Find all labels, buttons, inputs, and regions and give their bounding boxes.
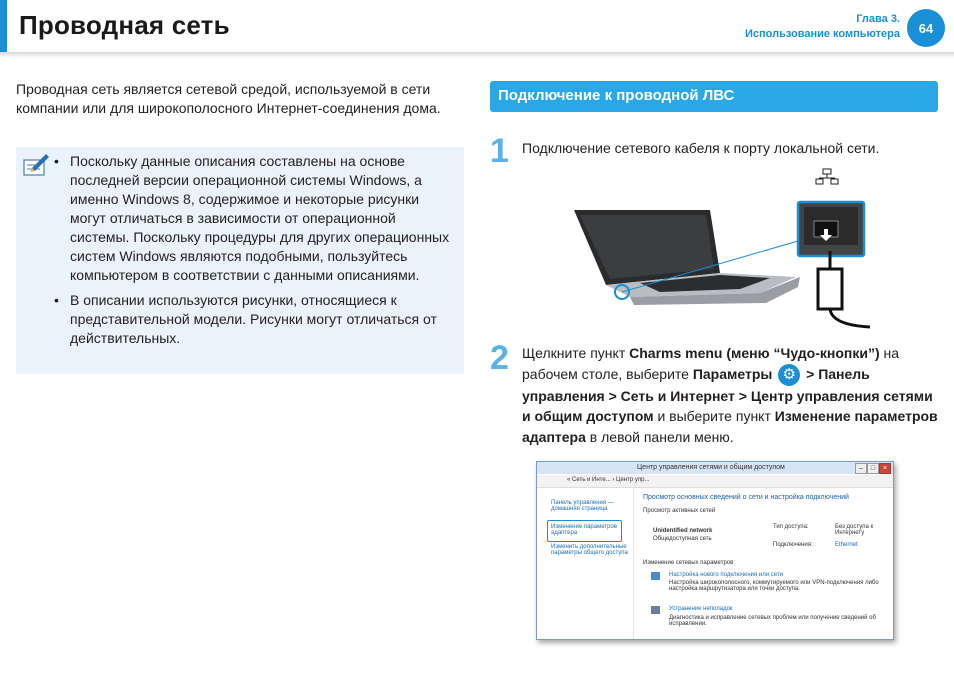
ethernet-link[interactable]: Ethernet — [835, 542, 858, 548]
section-title: Подключение к проводной ЛВС — [498, 87, 735, 104]
page-title: Проводная сеть — [19, 10, 230, 40]
settings-label: Параметры — [692, 365, 773, 382]
highlight-box — [547, 520, 622, 542]
connections-label: Подключения: — [773, 542, 813, 548]
troubleshoot-link[interactable]: Устранение неполадок — [669, 606, 733, 612]
step-1-text: Подключение сетевого кабеля к порту локальной сети. — [522, 140, 880, 156]
note-item-text: Поскольку данные описания составлены на основе последней версии операционной системы Windows, а именно Windows 8, содержимое и некоторые рисунки могут отличаться в зависимости от операционной системы. Поскольку процедуры для других операционных систем Windows являются подобными, пользуйтесь компьютером в соответствии с данными описаниями. — [70, 153, 450, 283]
minimize-button[interactable]: – — [855, 463, 867, 474]
page-number-badge: 64 — [907, 9, 945, 47]
laptop-lan-illustration — [570, 165, 880, 335]
header-divider — [0, 52, 954, 58]
change-settings-label: Изменение сетевых параметров — [643, 560, 734, 566]
chapter-number: Глава 3. — [856, 13, 900, 25]
step-2-text-part: и выберите пункт — [653, 408, 775, 425]
sidebar-link-sharing[interactable]: Изменить дополнительные параметры общего доступа — [551, 544, 628, 556]
setup-connection-link[interactable]: Настройка нового подключения или сети — [669, 572, 784, 578]
window-title: Центр управления сетями и общим доступом — [637, 464, 785, 471]
gear-icon: ⚙ — [778, 364, 800, 386]
chapter-title: Использование компьютера — [744, 28, 900, 40]
step-1-number: 1 — [490, 132, 509, 170]
charms-menu-label: Charms menu (меню “Чудо-кнопки”) — [629, 345, 880, 361]
network-center-window — [536, 461, 894, 640]
note-pencil-icon — [22, 152, 50, 178]
note-item-text: В описании используются рисунки, относящиеся к представительной модели. Рисунки могут отличаться от действительных. — [70, 292, 437, 346]
access-type-value: Без доступа к Интернету — [835, 524, 874, 536]
note-list — [54, 152, 454, 354]
note-item — [54, 291, 454, 348]
change-adapter-label: Изменение параметров адаптера — [522, 408, 938, 445]
step-2-text-part: в левой панели меню. — [585, 428, 734, 445]
troubleshoot-desc: Диагностика и исправление сетевых проблем или получение сведений об исправлении. — [669, 615, 876, 627]
step-2-text — [522, 343, 942, 447]
chapter-label — [745, 12, 900, 42]
sidebar-link-home[interactable]: Панель управления — домашняя страница — [551, 500, 614, 512]
sidebar-link-adapter[interactable]: Изменение параметров адаптера — [551, 524, 617, 536]
active-networks-label: Просмотр активных сетей — [643, 508, 716, 514]
bullet: • — [54, 292, 59, 308]
window-sidebar — [537, 488, 634, 639]
bullet: • — [54, 153, 59, 169]
section-header — [490, 81, 938, 112]
step-2-number: 2 — [490, 339, 509, 377]
address-bar[interactable] — [537, 475, 893, 488]
intro-paragraph: Проводная сеть является сетевой средой, используемой в сети компании или для широкополосного Интернет-соединения дома. — [16, 81, 441, 116]
note-item — [54, 152, 454, 285]
lan-port-icon — [816, 169, 838, 184]
maximize-button[interactable]: □ — [867, 463, 879, 474]
step-2-text-part: на рабочем столе, выберите — [522, 345, 900, 382]
control-panel-path: > Панель управления > Сеть и Интернет > Центр управления сетями и общим доступом — [522, 365, 933, 425]
window-titlebar — [537, 462, 893, 474]
note-box — [16, 147, 464, 374]
address-path: « Сеть и Инте... › Центр упр... — [567, 477, 650, 483]
page-title-block — [0, 0, 520, 52]
setup-connection-desc: Настройка широкополосного, коммутируемого или VPN-подключения либо настройка маршрутизатора или точки доступа. — [669, 580, 879, 592]
close-button[interactable]: × — [879, 463, 891, 474]
network-type: Общедоступная сеть — [653, 536, 712, 542]
step-2-text-part: Щелкните пункт — [522, 345, 630, 361]
main-heading: Просмотр основных сведений о сети и настройка подключений — [643, 494, 849, 501]
network-setup-icon — [651, 572, 660, 580]
troubleshoot-icon — [651, 606, 660, 614]
network-name: Unidentified network — [653, 528, 713, 534]
access-type-label: Тип доступа: — [773, 524, 809, 530]
